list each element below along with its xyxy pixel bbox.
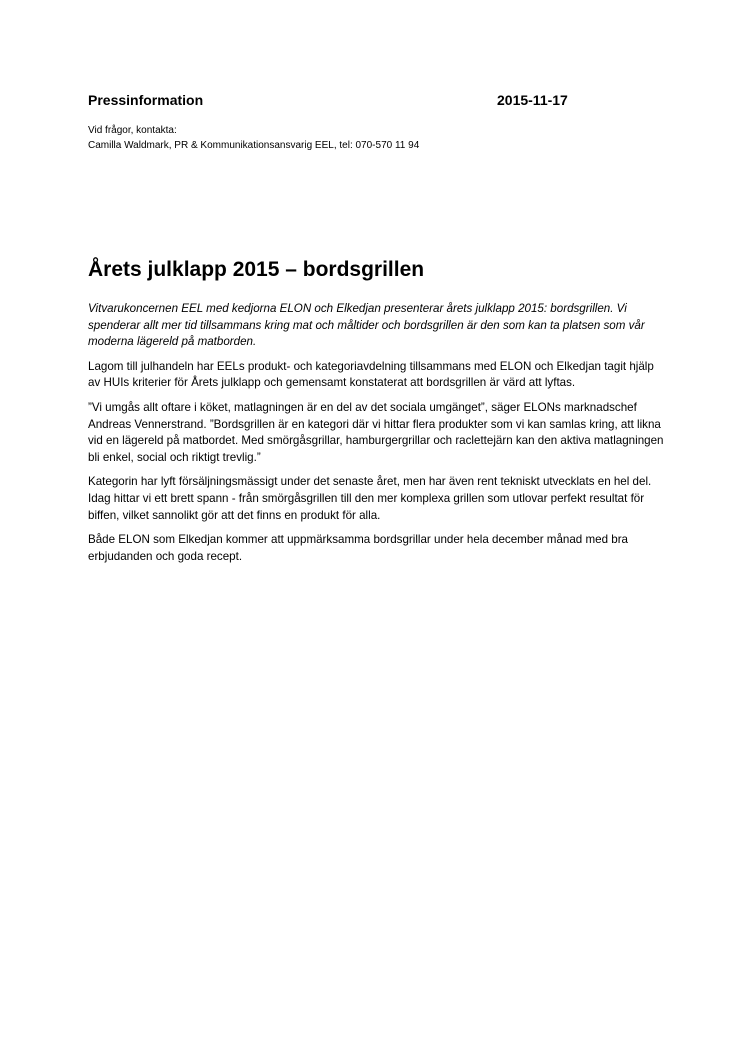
press-date: 2015-11-17	[497, 92, 568, 108]
contact-person: Camilla Waldmark, PR & Kommunikationsansvarig EEL, tel: 070-570 11 94	[88, 140, 420, 151]
article-body	[88, 301, 668, 573]
document-header	[88, 92, 658, 112]
article-paragraph: Både ELON som Elkedjan kommer att uppmärksamma bordsgrillar under hela december månad med bra erbjudanden och goda recept.	[88, 533, 629, 563]
contact-intro: Vid frågor, kontakta:	[88, 125, 177, 136]
article-paragraph: Kategorin har lyft försäljningsmässigt under det senaste året, men har även rent tekniskt utvecklats en hel del. Idag hittar vi ett brett spann - från smörgåsgrillen till den mer komplexa grillen som utlovar perfekt resultat för biffen, vilket sannolikt gör att det finns en produkt för alla.	[88, 475, 652, 522]
article-lead: Vitvarukoncernen EEL med kedjorna ELON och Elkedjan presenterar årets julklapp 2015: bordsgrillen. Vi spenderar allt mer tid tillsammans kring mat och måltider och bordsgrillen är den som kan ta platsen som vår moderna lägereld på matborden.	[88, 302, 645, 349]
article-paragraph: ”Vi umgås allt oftare i köket, matlagningen är en del av det sociala umgänget”, säger ELONs marknadschef Andreas Vennerstrand. ”Bordsgrillen är en kategori där vi hittar flera produkter som vi kan samlas kring, att likna vid en lägereld på matbordet. Med smörgåsgrillar, hamburgergrillar och raclettejärn kan den aktiva matlagningen bli enkel, social och riktigt trevlig.”	[88, 400, 664, 464]
article-headline: Årets julklapp 2015 – bordsgrillen	[88, 258, 425, 281]
article-paragraph: Lagom till julhandeln har EELs produkt- och kategoriavdelning tillsammans med ELON och Elkedjan tagit hjälp av HUIs kriterier för Årets julklapp och gemensamt konstaterat att bordsgrillen är värd att lyftas.	[88, 359, 654, 390]
contact-info	[88, 123, 419, 153]
press-label: Pressinformation	[88, 92, 204, 108]
